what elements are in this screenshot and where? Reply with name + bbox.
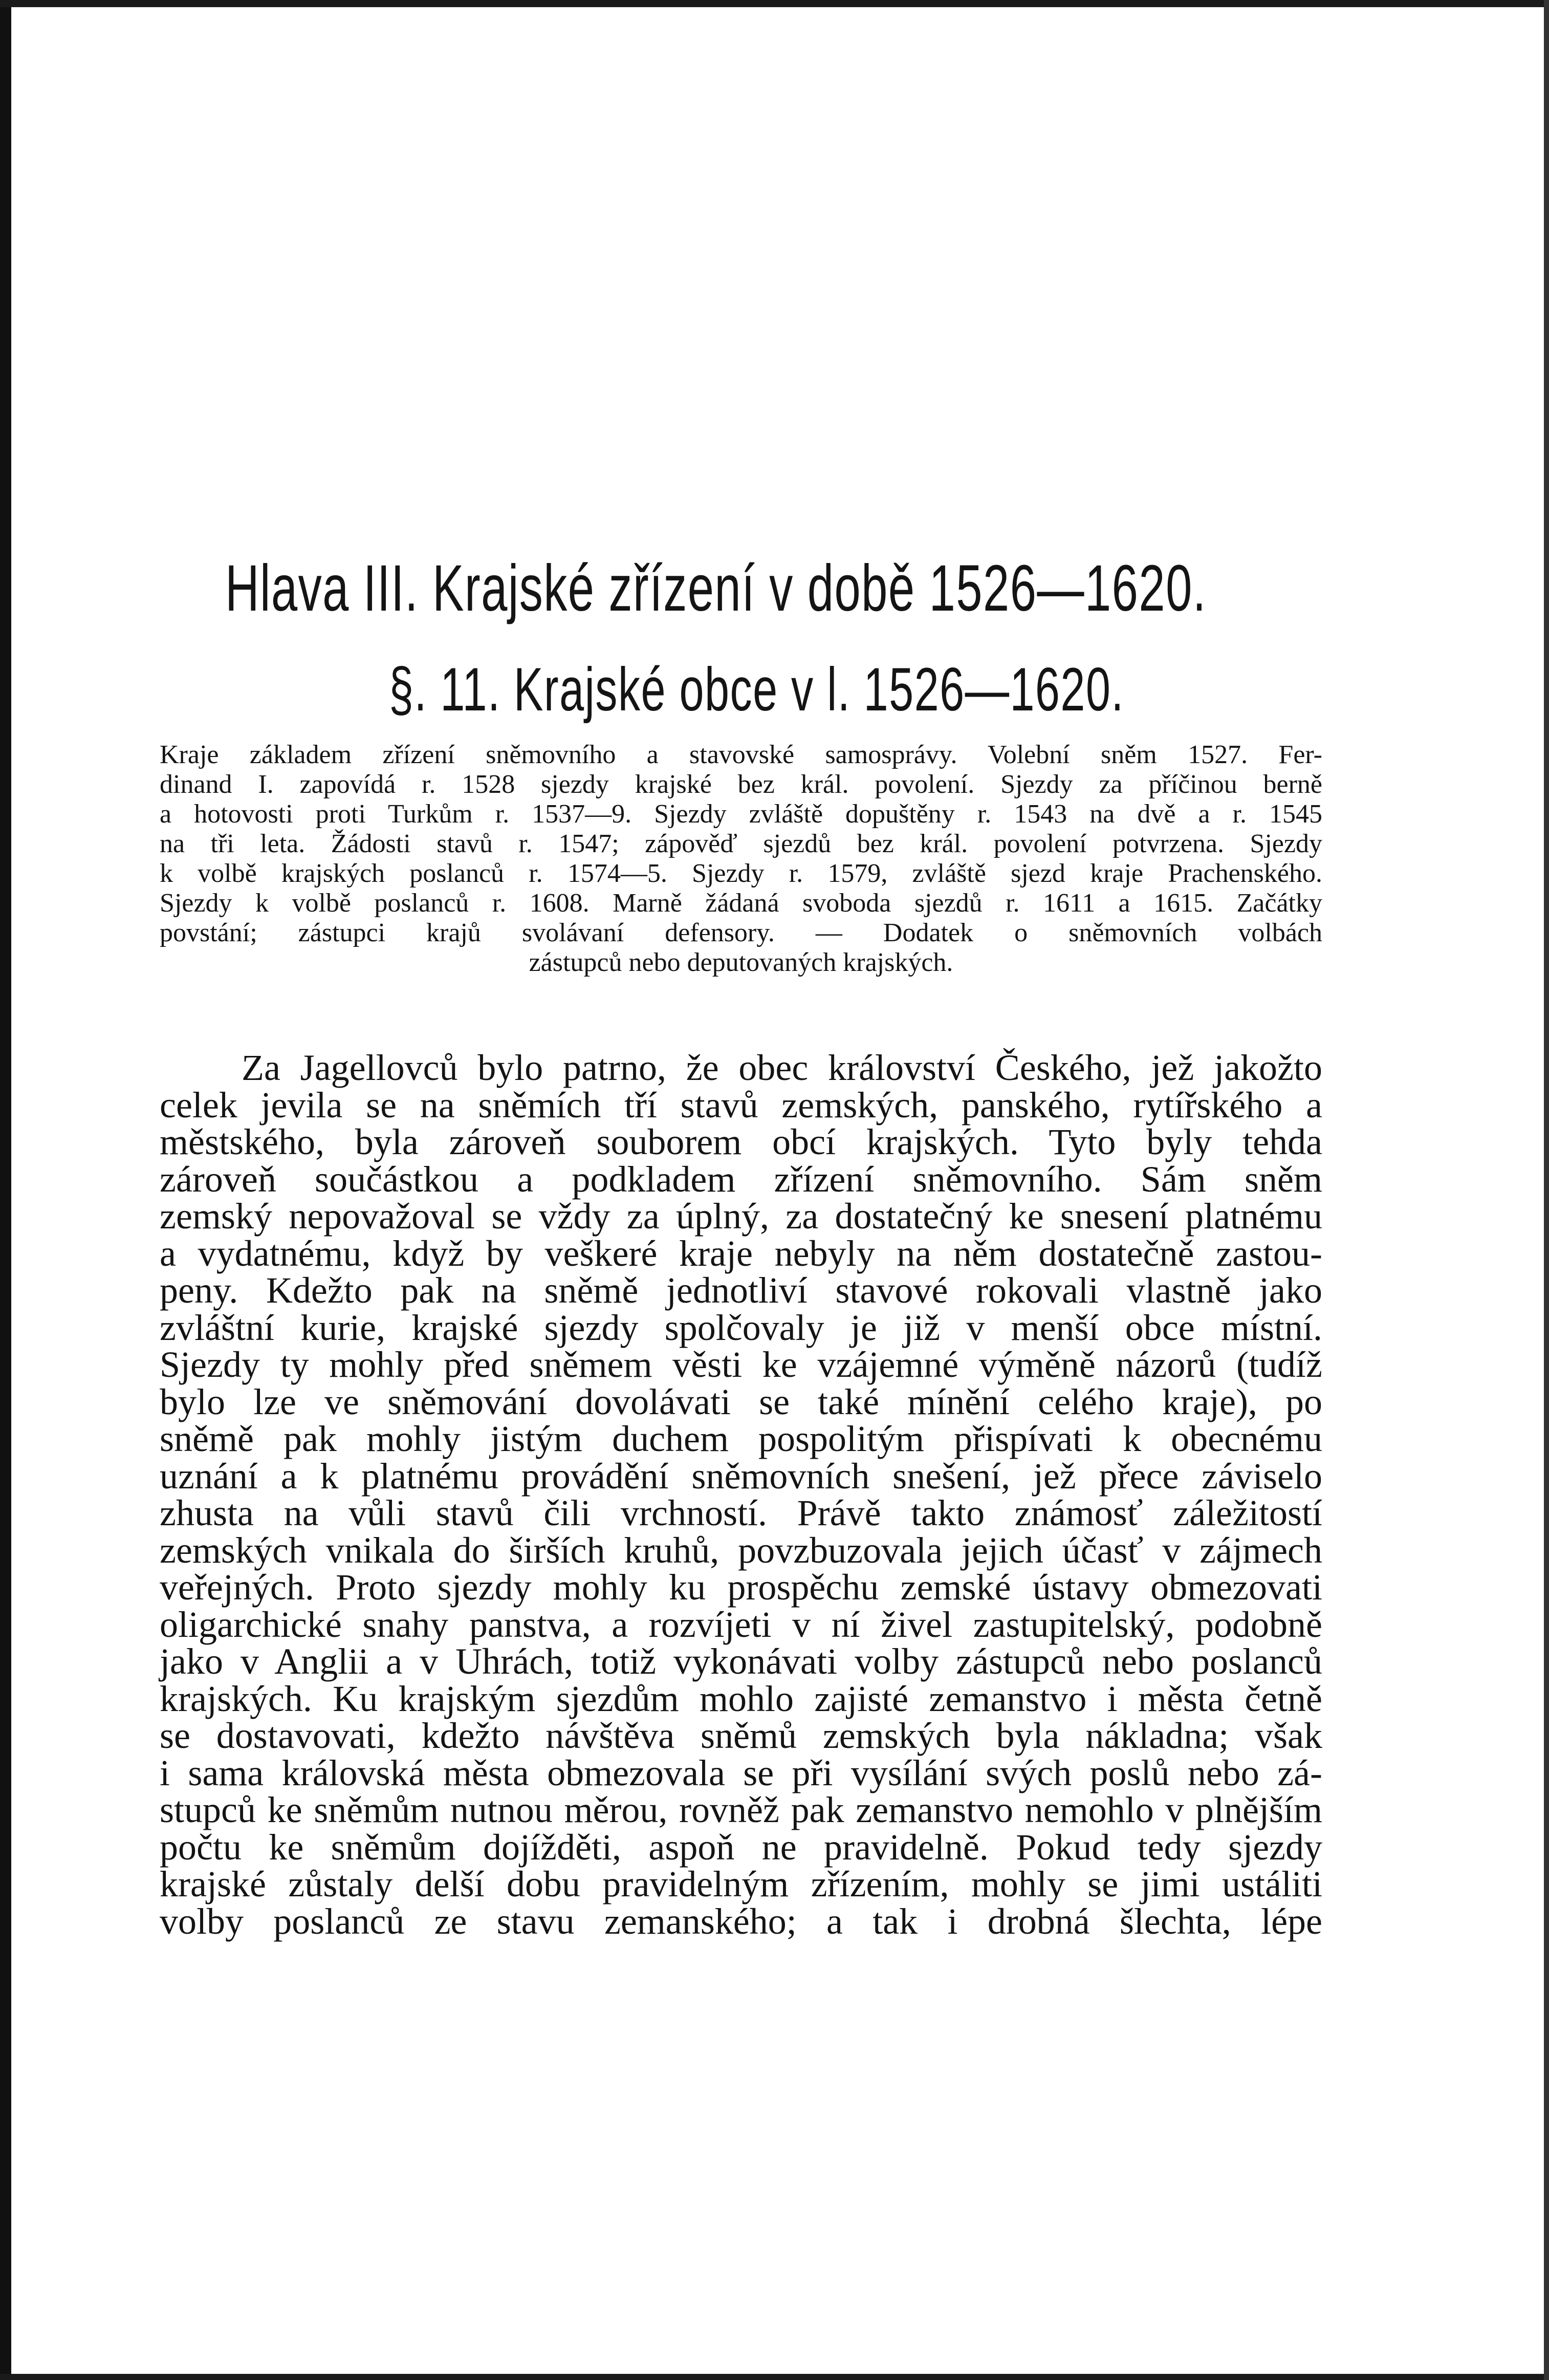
- body-line: stupců ke sněmům nutnou měrou, rovněž pak zemanstvo nemohlo v plnějším: [160, 1789, 1322, 1830]
- body-line: oligarchické snahy panstva, a rozvíjeti v ní živel zastupitelský, podobně: [160, 1604, 1322, 1645]
- body-line: počtu ke sněmům dojížděti, aspoň ne pravidelně. Pokud tedy sjezdy: [160, 1826, 1322, 1868]
- body-line: zvláštní kurie, krajské sjezdy spolčovaly je již v menší obce místní.: [160, 1307, 1322, 1348]
- body-line: sněmě pak mohly jistým duchem pospolitým přispívati k obecnému: [160, 1418, 1322, 1459]
- body-line: celek jevila se na sněmích tří stavů zemských, panského, rytířského a: [160, 1084, 1322, 1126]
- body-line: i sama královská města obmezovala se při vysílání svých poslů nebo zá-: [160, 1752, 1322, 1793]
- scan-bottom-edge: [0, 2374, 1549, 2380]
- body-line: a vydatnému, když by veškeré kraje nebyly na něm dostatečně zastou-: [160, 1232, 1322, 1274]
- summary-line: k volbě krajských poslanců r. 1574—5. Sjezdy r. 1579, zvláště sjezd kraje Prachenského.: [160, 859, 1322, 888]
- body-text: [160, 1049, 1322, 1940]
- body-line: zároveň součástkou a podkladem zřízení sněmovního. Sám sněm: [160, 1158, 1322, 1200]
- summary-line: povstání; zástupci krajů svolávaní defensory. — Dodatek o sněmovních volbách: [160, 918, 1322, 947]
- body-line: městského, byla zároveň souborem obcí krajských. Tyto byly tehda: [160, 1121, 1322, 1162]
- chapter-summary: [160, 740, 1322, 978]
- body-line: zemských vnikala do širších kruhů, povzbuzovala jejich účasť v zájmech: [160, 1529, 1322, 1571]
- body-line: uznání a k platnému provádění sněmovních snešení, jež přece záviselo: [160, 1455, 1322, 1497]
- body-line: Za Jagellovců bylo patrno, že obec království Českého, jež jakožto: [242, 1047, 1322, 1088]
- body-line: volby poslanců ze stavu zemanského; a tak i drobná šlechta, lépe: [160, 1900, 1322, 1942]
- summary-line: a hotovosti proti Turkům r. 1537—9. Sjezdy zvláště dopuštěny r. 1543 na dvě a r. 1545: [160, 799, 1322, 829]
- summary-line: zástupců nebo deputovaných krajských.: [529, 948, 953, 977]
- body-line: jako v Anglii a v Uhrách, totiž vykonávati volby zástupců nebo poslanců: [160, 1641, 1322, 1682]
- body-line: krajských. Ku krajským sjezdům mohlo zajisté zemanstvo i města četně: [160, 1678, 1322, 1719]
- scan-top-edge: [0, 0, 1549, 7]
- body-line: krajské zůstaly delší dobu pravidelným zřízením, mohly se jimi ustáliti: [160, 1864, 1322, 1905]
- body-line: zemský nepovažoval se vždy za úplný, za dostatečný ke snesení platnému: [160, 1196, 1322, 1237]
- scan-left-edge: [0, 0, 11, 2380]
- body-line: bylo lze ve sněmování dovolávati se také mínění celého kraje), po: [160, 1381, 1322, 1422]
- summary-line: na tři leta. Žádosti stavů r. 1547; zápověď sjezdů bez král. povolení potvrzena. Sjezdy: [160, 829, 1322, 858]
- body-line: veřejných. Proto sjezdy mohly ku prospěchu zemské ústavy obmezovati: [160, 1567, 1322, 1608]
- summary-line: Kraje základem zřízení sněmovního a stavovské samosprávy. Volební sněm 1527. Fer-: [160, 740, 1322, 769]
- section-title: §. 11. Krajské obce v l. 1526—1620.: [389, 655, 1124, 724]
- body-line: zhusta na vůli stavů čili vrchností. Právě takto známosť záležitostí: [160, 1492, 1322, 1533]
- summary-line: Sjezdy k volbě poslanců r. 1608. Marně žádaná svoboda sjezdů r. 1611 a 1615. Začátky: [160, 889, 1322, 918]
- body-line: peny. Kdežto pak na sněmě jednotliví stavové rokovali vlastně jako: [160, 1270, 1322, 1311]
- scan-right-edge: [1544, 0, 1549, 2380]
- summary-line: dinand I. zapovídá r. 1528 sjezdy krajské bez král. povolení. Sjezdy za příčinou berně: [160, 770, 1322, 799]
- chapter-title: Hlava III. Krajské zřízení v době 1526—1620.: [225, 552, 1207, 625]
- body-line: Sjezdy ty mohly před sněmem věsti ke vzájemné výměně názorů (tudíž: [160, 1344, 1322, 1385]
- body-line: se dostavovati, kdežto návštěva sněmů zemských byla nákladna; však: [160, 1715, 1322, 1756]
